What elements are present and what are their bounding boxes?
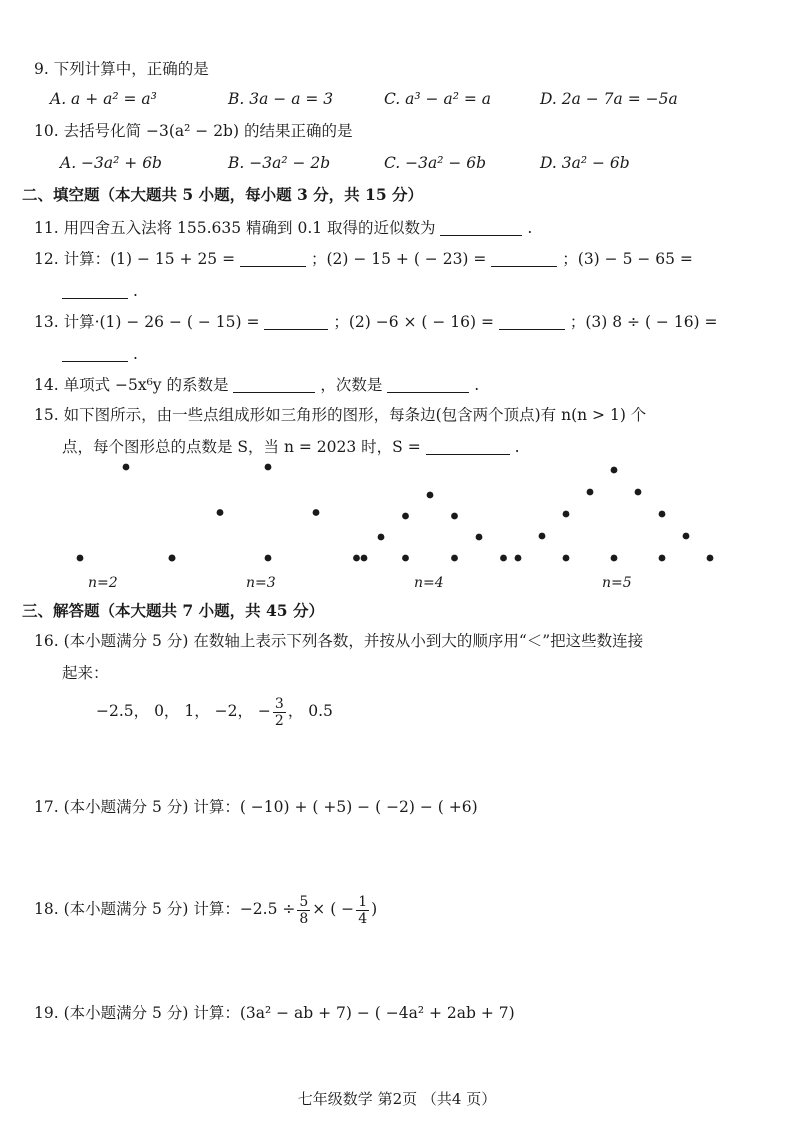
- figure-panel-n2: [77, 464, 176, 591]
- q9-stem: 9. 下列计算中，正确的是: [34, 60, 209, 78]
- q9-option-b: B. 3a − a = 3: [228, 90, 334, 108]
- panel-label: n=3: [246, 575, 276, 591]
- dot: [123, 464, 130, 471]
- figure-panel-n3: [169, 464, 368, 591]
- q18-fraction-1: [297, 894, 310, 927]
- dot: [635, 489, 642, 496]
- q12-part2: ；(2) − 15 + ( − 23) =: [310, 250, 487, 268]
- q11-answer-blank[interactable]: [440, 219, 522, 236]
- q10-option-b: B. −3a² − 2b: [228, 154, 331, 172]
- dot: [265, 555, 272, 562]
- dot: [476, 534, 483, 541]
- section-3-title: 三、解答题（本大题共 7 小题，共 45 分）: [22, 601, 324, 620]
- fraction-denominator: 4: [358, 910, 368, 927]
- q11-end: .: [527, 219, 533, 237]
- dot: [707, 555, 714, 562]
- dot: [451, 555, 458, 562]
- q13: [34, 311, 718, 333]
- dot: [539, 533, 546, 540]
- q10-option-a: A. −3a² + 6b: [60, 154, 162, 172]
- dot-triangle-figure: [0, 455, 794, 605]
- fraction-denominator: 8: [299, 910, 309, 927]
- section-2-title: 二、填空题（本大题共 5 小题，每小题 3 分，共 15 分）: [22, 185, 424, 204]
- q16-numbers-a: −2.5， 0， 1， −2， −: [96, 702, 271, 720]
- q15-line2-text: 点，每个图形总的点数是 S，当 n = 2023 时，S =: [62, 438, 421, 456]
- dot: [500, 555, 507, 562]
- q11-text: 11. 用四舍五入法将 155.635 精确到 0.1 取得的近似数为: [34, 219, 436, 237]
- q16-line1: 16. (本小题满分 5 分) 在数轴上表示下列各数，并按从小到大的顺序用“＜”把这些数连接: [34, 632, 644, 650]
- dot: [587, 489, 594, 496]
- panel-label: n=2: [88, 575, 118, 591]
- q13-part2: ；(2) −6 × ( − 16) =: [333, 313, 494, 331]
- q9-option-c: C. a³ − a² = a: [384, 90, 491, 108]
- dot: [611, 555, 618, 562]
- q12-blank-1[interactable]: [240, 250, 306, 267]
- dot: [353, 555, 360, 562]
- q12-blank-2[interactable]: [491, 250, 557, 267]
- fraction-denominator: 2: [274, 712, 284, 729]
- q18: [34, 892, 377, 927]
- fraction-numerator: 5: [299, 893, 309, 910]
- q15-line1: 15. 如下图所示，由一些点组成形如三角形的图形，每条边(包含两个顶点)有 n(n > 1) 个: [34, 406, 647, 424]
- dot: [515, 555, 522, 562]
- panel-label: n=4: [414, 575, 444, 591]
- q13-blank-3[interactable]: [62, 345, 128, 362]
- q17: 17. (本小题满分 5 分) 计算：( −10) + ( +5) − ( −2) − ( +6): [34, 798, 478, 816]
- q18-part-b: × ( −: [312, 900, 355, 918]
- q14-part2: ，次数是: [320, 376, 383, 394]
- q15-answer-blank[interactable]: [426, 438, 510, 455]
- q13-part3: ；(3) 8 ÷ ( − 16) =: [569, 313, 718, 331]
- dot: [217, 509, 224, 516]
- q12-part1: 12. 计算：(1) − 15 + 25 =: [34, 250, 236, 268]
- q13-blank-2[interactable]: [499, 313, 565, 330]
- q18-part-c: ): [371, 900, 378, 918]
- q18-part-a: 18. (本小题满分 5 分) 计算：−2.5 ÷: [34, 900, 296, 918]
- q16-numbers: [96, 694, 333, 729]
- q11: [34, 217, 532, 239]
- q16-line2: 起来：: [62, 664, 109, 682]
- q13-cont: [62, 343, 138, 365]
- dot: [611, 467, 618, 474]
- q12: [34, 248, 693, 270]
- q18-fraction-2: [356, 894, 369, 927]
- q13-part1: 13. 计算·(1) − 26 − ( − 15) =: [34, 313, 260, 331]
- dot: [427, 492, 434, 499]
- figure-panel-n5: [515, 467, 714, 591]
- q9-option-d: D. 2a − 7a = −5a: [540, 90, 678, 108]
- q14-end: .: [474, 376, 480, 394]
- q16-numbers-b: ， 0.5: [287, 702, 333, 720]
- q10-option-d: D. 3a² − 6b: [540, 154, 630, 172]
- dot: [77, 555, 84, 562]
- dot: [169, 555, 176, 562]
- q12-blank-3[interactable]: [62, 282, 128, 299]
- dot: [313, 509, 320, 516]
- q10-option-c: C. −3a² − 6b: [384, 154, 487, 172]
- q15-end: .: [514, 438, 520, 456]
- q13-blank-1[interactable]: [264, 313, 328, 330]
- fraction-numerator: 1: [358, 893, 368, 910]
- q10-stem: 10. 去括号化简 −3(a² − 2b) 的结果正确的是: [34, 122, 353, 140]
- q12-end: .: [132, 282, 138, 300]
- dot: [265, 464, 272, 471]
- dot: [451, 513, 458, 520]
- q16-fraction: [273, 696, 286, 729]
- q12-part3: ；(3) − 5 − 65 =: [562, 250, 693, 268]
- dot: [563, 555, 570, 562]
- q14: [34, 374, 479, 396]
- dot: [361, 555, 368, 562]
- q19: 19. (本小题满分 5 分) 计算：(3a² − ab + 7) − ( −4a² + 2ab + 7): [34, 1004, 515, 1022]
- page-footer: 七年级数学 第2页 （共4 页）: [297, 1090, 497, 1108]
- q13-end: .: [132, 345, 138, 363]
- dot: [659, 511, 666, 518]
- dot: [402, 555, 409, 562]
- q9-option-a: A. a + a² = a³: [50, 90, 157, 108]
- dot: [563, 511, 570, 518]
- fraction-numerator: 3: [274, 695, 284, 712]
- panel-label: n=5: [602, 575, 632, 591]
- dot: [659, 555, 666, 562]
- q14-blank-coefficient[interactable]: [233, 376, 315, 393]
- dot: [402, 513, 409, 520]
- dot: [378, 534, 385, 541]
- dot: [683, 533, 690, 540]
- q14-blank-degree[interactable]: [387, 376, 469, 393]
- figure-panel-n4: [353, 492, 507, 591]
- q14-part1: 14. 单项式 −5x⁶y 的系数是: [34, 376, 229, 394]
- q12-cont: [62, 280, 138, 302]
